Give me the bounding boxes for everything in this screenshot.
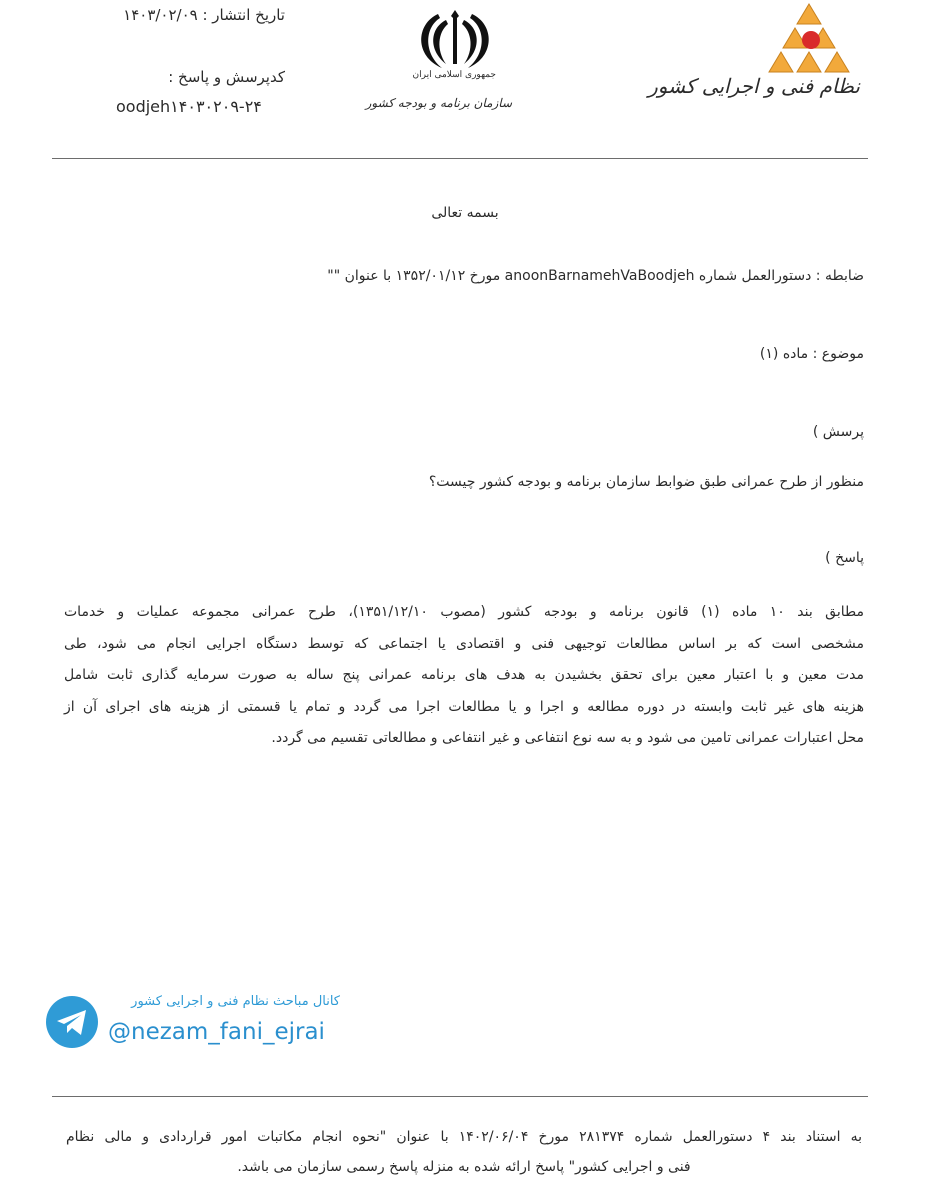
qa-code: oodjeh۱۴۰۳۰۲۰۹-۲۴ bbox=[116, 97, 262, 116]
salutation: بسمه تعالی bbox=[431, 205, 499, 221]
publication-date: تاریخ انتشار : ۱۴۰۳/۰۲/۰۹ bbox=[123, 6, 285, 24]
emblem-caption-organization: سازمان برنامه و بودجه کشور bbox=[365, 96, 512, 110]
footer-note bbox=[66, 1125, 862, 1185]
answer-line: محل اعتبارات عمرانی تامین می شود و به سه نوع انتفاعی و غیر انتفاعی و مطالعاتی تقسیم می گردد. bbox=[271, 730, 864, 746]
nezam-fani-logo-icon bbox=[765, 2, 853, 74]
question-label: پرسش ) bbox=[812, 424, 864, 440]
footer-line: به استناد بند ۴ دستورالعمل شماره ۲۸۱۳۷۴ مورخ ۱۴۰۲/۰۶/۰۴ با عنوان "نحوه انجام مکاتبات امور قراردادی و مالی نظام bbox=[66, 1129, 863, 1145]
telegram-icon[interactable] bbox=[46, 996, 98, 1048]
subject-line: موضوع : ماده (۱) bbox=[759, 346, 864, 362]
footer-line: فنی و اجرایی کشور" پاسخ ارائه شده به منزله پاسخ رسمی سازمان می باشد. bbox=[237, 1159, 691, 1175]
emblem-caption-republic: جمهوری اسلامی ایران bbox=[412, 70, 496, 80]
organization-name: نظام فنی و اجرایی کشور bbox=[648, 74, 860, 98]
footer-divider bbox=[52, 1096, 868, 1097]
answer-paragraph bbox=[64, 597, 864, 755]
telegram-handle-link[interactable]: @nezam_fani_ejrai bbox=[108, 1019, 325, 1045]
answer-label: پاسخ ) bbox=[825, 550, 864, 566]
qa-code-label: کدپرسش و پاسخ : bbox=[168, 68, 285, 86]
header-divider bbox=[52, 158, 868, 159]
regulation-reference: ضابطه : دستورالعمل شماره anoonBarnamehVaBoodjeh مورخ ۱۳۵۲/۰۱/۱۲ با عنوان "" bbox=[327, 268, 864, 284]
answer-line: مشخصی است که بر اساس مطالعات توجیهی فنی و اقتصادی یا اجتماعی که توسط دستگاه اجرایی انجام می شود، طی bbox=[64, 635, 864, 652]
answer-line: مدت معین و با اعتبار معین برای تحقق بخشیدن به هدف های برنامه عمرانی پنج ساله به صورت سرمایه گذاری ثابت شامل bbox=[64, 667, 864, 683]
telegram-channel-name: کانال مباحث نظام فنی و اجرایی کشور bbox=[131, 994, 340, 1009]
answer-line: مطابق بند ۱۰ ماده (۱) قانون برنامه و بودجه کشور (مصوب ۱۳۵۱/۱۲/۱۰)، طرح عمرانی مجموعه عملیات و خدمات bbox=[64, 604, 864, 620]
answer-line: هزینه های غیر ثابت وابسته در دوره مطالعه و اجرا و یا مطالعات اجرا می گردد و تمام یا قسمتی از هزینه های اجرای آن از bbox=[64, 698, 864, 715]
question-text: منظور از طرح عمرانی طبق ضوابط سازمان برنامه و بودجه کشور چیست؟ bbox=[428, 474, 864, 490]
